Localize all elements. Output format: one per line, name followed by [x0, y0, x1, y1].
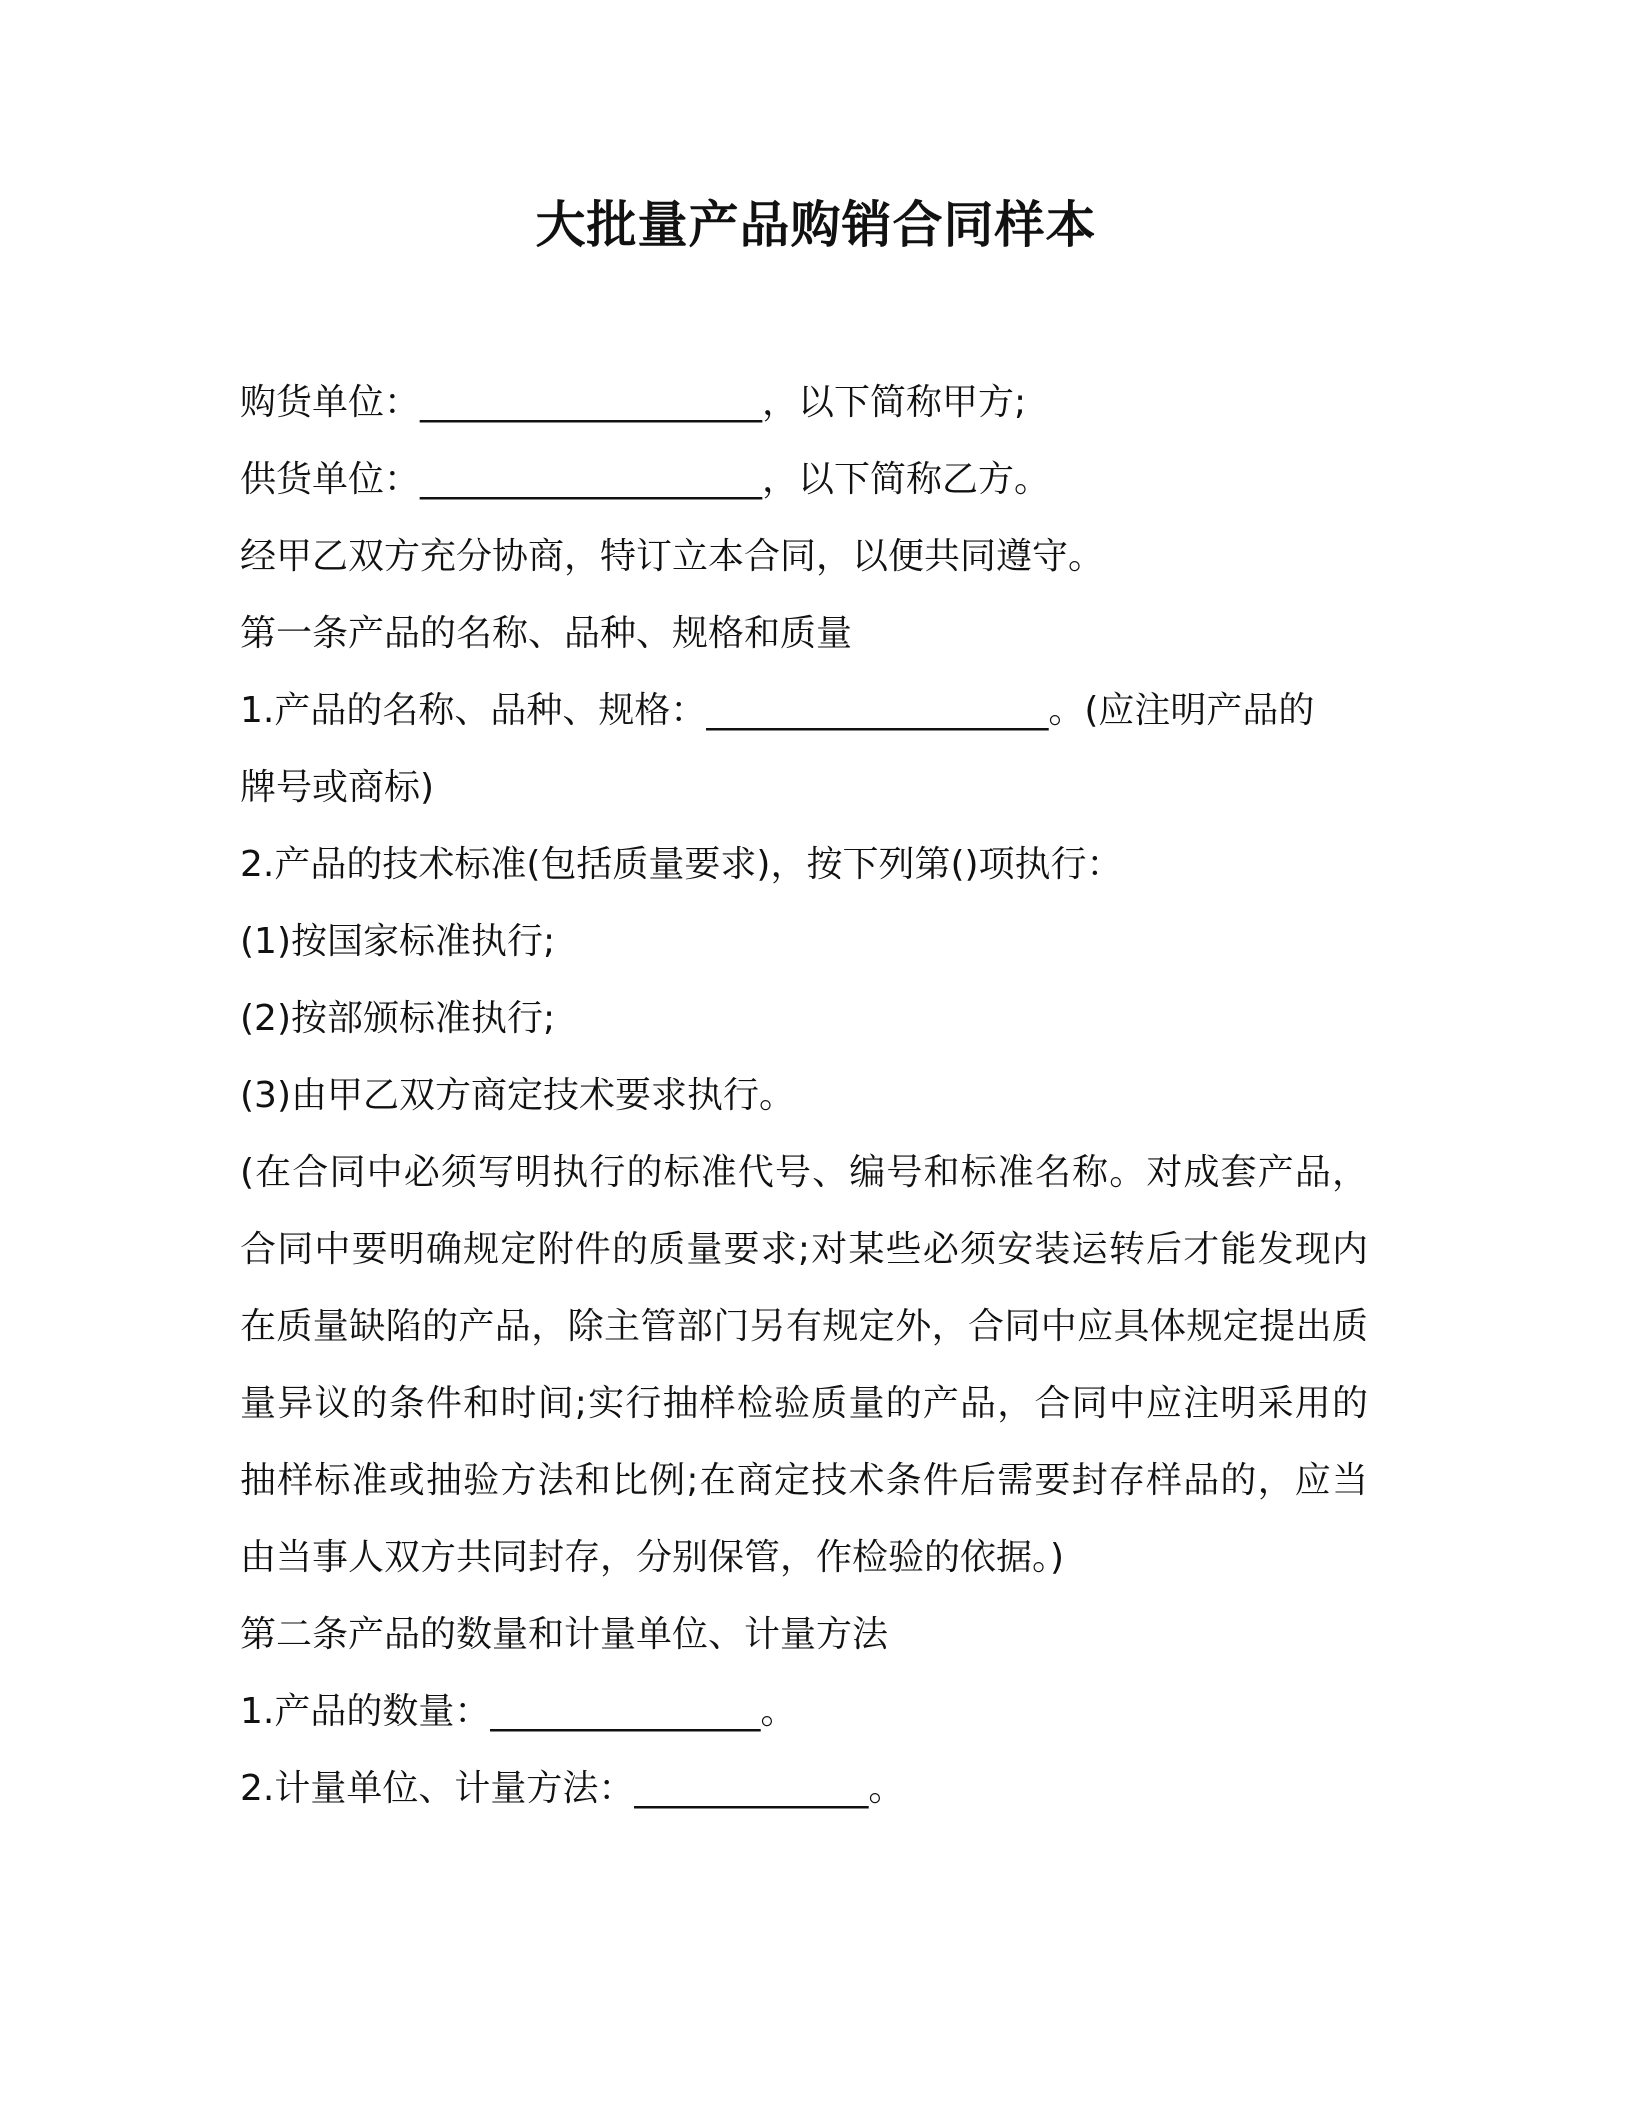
article2-item2-prefix: 2.计量单位、计量方法： — [240, 1768, 635, 1809]
article1-option1: (1)按国家标准执行; — [240, 921, 556, 962]
article1-option2: (2)按部颁标准执行; — [240, 998, 556, 1039]
seller-label: 供货单位： — [240, 459, 421, 500]
article1-option3: (3)由甲乙双方商定技术要求执行。 — [240, 1075, 795, 1116]
article1-item1 — [240, 672, 1400, 749]
article1-item1-continuation: 牌号或商标) — [240, 767, 435, 808]
seller-blank: ___________________ — [420, 459, 763, 500]
article1-item1-blank: ___________________ — [706, 690, 1049, 731]
buyer-label: 购货单位： — [240, 382, 421, 423]
article2-item1-suffix: 。 — [760, 1691, 797, 1732]
article2-item2 — [240, 1750, 1400, 1827]
article1-note: (在合同中必须写明执行的标准代号、编号和标准名称。对成套产品，合同中要明确规定附件的质量要求;对某些必须安装运转后才能发现内在质量缺陷的产品，除主管部门另有规定外，合同中应具体规定提出质量异议的条件和时间;实行抽样检验质量的产品，合同中应注明采用的抽样标准或抽验方法和比例;在商定技术条件后需要封存样品的，应当由当事人双方共同封存，分别保管，作检验的依据。) — [240, 1152, 1368, 1578]
buyer-line — [240, 364, 1400, 441]
article2-heading: 第二条产品的数量和计量单位、计量方法 — [240, 1614, 889, 1655]
article2-item1-blank: _______________ — [490, 1691, 761, 1732]
article2-item1 — [240, 1673, 1400, 1750]
seller-suffix: ，以下简称乙方。 — [762, 459, 1051, 500]
buyer-blank: ___________________ — [420, 382, 763, 423]
document-body — [240, 364, 1400, 1827]
article2-item2-suffix: 。 — [868, 1768, 905, 1809]
article1-item2: 2.产品的技术标准(包括质量要求)，按下列第()项执行： — [240, 844, 1123, 885]
article1-item1-suffix: 。(应注明产品的 — [1048, 690, 1315, 731]
article1-item1-prefix: 1.产品的名称、品种、规格： — [240, 690, 707, 731]
seller-line — [240, 441, 1400, 518]
article2-item1-prefix: 1.产品的数量： — [240, 1691, 491, 1732]
intro-line: 经甲乙双方充分协商，特订立本合同，以便共同遵守。 — [240, 536, 1105, 577]
article1-heading: 第一条产品的名称、品种、规格和质量 — [240, 613, 853, 654]
buyer-suffix: ，以下简称甲方; — [762, 382, 1027, 423]
article2-item2-blank: _____________ — [634, 1768, 869, 1809]
document-title: 大批量产品购销合同样本 — [535, 196, 1097, 254]
